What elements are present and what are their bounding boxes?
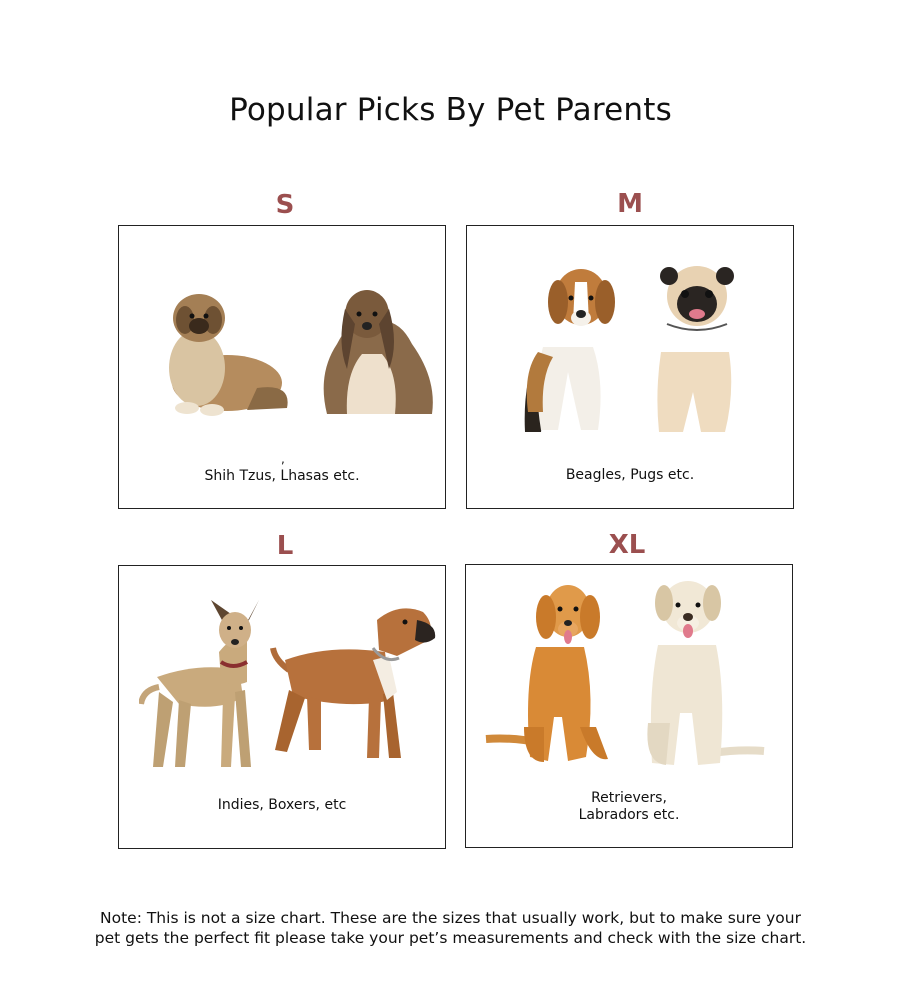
size-card-xl <box>465 564 793 848</box>
size-note-line1: Note: This is not a size chart. These are the sizes that usually work, but to make sure your <box>100 909 801 927</box>
size-label-m: M <box>617 189 643 219</box>
boxer-image <box>269 600 441 766</box>
size-card-xl-caption <box>466 790 792 824</box>
shih-tzu-image <box>147 288 297 418</box>
stray-comma: , <box>281 452 285 466</box>
size-card-l <box>118 565 446 849</box>
page-title: Popular Picks By Pet Parents <box>229 92 672 128</box>
size-label-l: L <box>276 531 294 561</box>
size-card-s-caption: Shih Tzus, Lhasas etc. <box>204 468 360 484</box>
beagle-image <box>513 262 623 438</box>
size-label-s: S <box>275 190 295 220</box>
size-card-l-caption: Indies, Boxers, etc <box>217 797 347 813</box>
lhasa-apso-image <box>307 284 437 420</box>
size-card-s <box>118 225 446 509</box>
size-card-m-caption: Beagles, Pugs etc. <box>565 467 695 483</box>
size-note <box>0 908 901 948</box>
size-card-m <box>466 225 794 509</box>
labrador-image <box>644 573 768 769</box>
pug-image <box>653 262 739 438</box>
size-card-xl-caption-line2: Labradors etc. <box>578 807 680 823</box>
size-note-line2: pet gets the perfect fit please take your pet’s measurements and check with the size chart. <box>94 929 807 947</box>
golden-retriever-image <box>484 577 620 767</box>
size-label-xl: XL <box>608 530 646 560</box>
size-card-xl-caption-line1: Retrievers, <box>591 790 667 806</box>
indie-dog-image <box>139 592 263 772</box>
